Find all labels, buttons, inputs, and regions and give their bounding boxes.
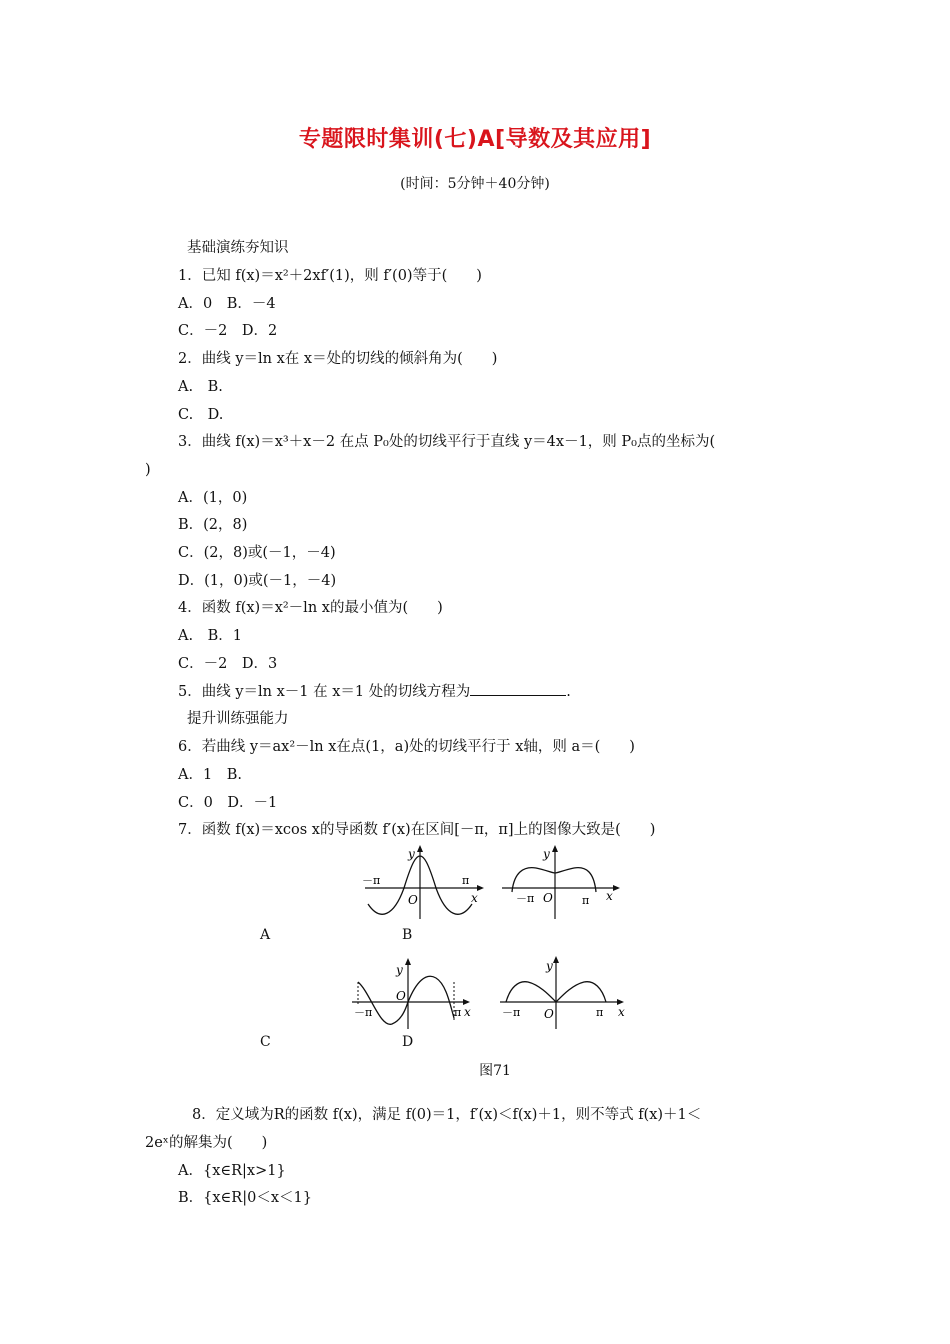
q1-options-cd: C．－2 D．2 <box>178 323 278 339</box>
graph-c <box>350 952 480 1032</box>
q5-end: . <box>566 684 571 700</box>
q5-stem <box>178 681 571 702</box>
figure-caption: 图71 <box>479 1063 511 1079</box>
figure-label-d: D <box>402 1034 414 1050</box>
q8-option-a: A．{x∈R|x>1} <box>178 1163 286 1179</box>
graph-d-pos-pi: π <box>596 1006 604 1019</box>
q2-stem: 2．曲线 y＝ln x在 x＝处的切线的倾斜角为( ) <box>178 351 498 367</box>
graph-c-x-label: x <box>464 1005 471 1019</box>
graph-c-y-label: y <box>396 963 403 977</box>
q6-options-ab: A．1 B. <box>178 767 242 783</box>
graph-b-origin: O <box>543 891 553 905</box>
time-note: (时间：5分钟＋40分钟) <box>400 176 550 192</box>
graph-c-pos-pi: π <box>454 1006 462 1019</box>
graph-d-y-label: y <box>546 959 553 973</box>
q3-option-d: D．(1，0)或(－1，－4) <box>178 573 337 589</box>
q3-stem: 3．曲线 f(x)＝x³＋x－2 在点 P₀处的切线平行于直线 y＝4x－1，则 P₀点的坐标为( <box>178 434 716 450</box>
graph-a-pos-pi: π <box>462 874 470 887</box>
q3-stem-continued: ) <box>145 462 151 478</box>
section-basic: 基础演练夯知识 <box>187 240 289 256</box>
graph-c-neg-pi: －π <box>354 1006 373 1019</box>
q7-stem: 7．函数 f(x)＝xcos x的导函数 f′(x)在区间[－π，π]上的图像大致是( ) <box>178 822 656 838</box>
q5-text: 5．曲线 y＝ln x－1 在 x＝1 处的切线方程为 <box>178 684 471 700</box>
q6-options-cd: C．0 D．－1 <box>178 795 278 811</box>
graph-a-neg-pi: －π <box>362 874 381 887</box>
graph-c-origin: O <box>396 989 406 1003</box>
figure-label-b: B <box>402 927 413 943</box>
q6-stem: 6．若曲线 y＝ax²－ln x在点(1，a)处的切线平行于 x轴，则 a＝( ) <box>178 739 635 755</box>
graph-b-neg-pi: －π <box>516 892 535 905</box>
graph-d <box>498 952 633 1032</box>
figure-label-a: A <box>260 927 271 943</box>
q3-option-a: A．(1，0) <box>178 490 248 506</box>
q2-options-cd: C. D. <box>178 407 224 423</box>
graph-a-x-label: x <box>471 891 478 905</box>
q4-stem: 4．函数 f(x)＝x²－ln x的最小值为( ) <box>178 600 443 616</box>
graph-a-y-label: y <box>408 847 415 861</box>
section-advanced: 提升训练强能力 <box>187 711 289 727</box>
q1-options-ab: A．0 B．－4 <box>178 296 276 312</box>
q8-option-b: B．{x∈R|0＜x＜1} <box>178 1190 312 1206</box>
graph-a-origin: O <box>408 893 418 907</box>
graph-b-pos-pi: π <box>582 894 590 907</box>
q1-stem: 1．已知 f(x)＝x²＋2xf′(1)，则 f′(0)等于( ) <box>178 268 482 284</box>
q4-options-cd: C．－2 D．3 <box>178 656 278 672</box>
graph-d-neg-pi: －π <box>502 1006 521 1019</box>
graph-d-origin: O <box>544 1007 554 1021</box>
q8-stem: 8．定义域为R的函数 f(x)，满足 f(0)＝1，f′(x)＜f(x)＋1，则不等式 f(x)＋1＜ <box>192 1107 702 1123</box>
q8-stem-continued: 2eˣ的解集为( ) <box>145 1135 268 1151</box>
graph-a <box>360 842 490 922</box>
q3-option-b: B．(2，8) <box>178 517 248 533</box>
graph-b <box>500 842 630 922</box>
figure-label-c: C <box>260 1034 271 1050</box>
graph-d-x-label: x <box>618 1005 625 1019</box>
graph-b-x-label: x <box>606 889 613 903</box>
page-title: 专题限时集训(七)A[导数及其应用] <box>298 127 652 152</box>
q3-option-c: C．(2，8)或(－1，－4) <box>178 545 336 561</box>
q2-options-ab: A. B. <box>178 379 223 395</box>
graph-b-y-label: y <box>543 847 550 861</box>
graph-c-curve <box>358 976 454 1024</box>
q5-answer-blank <box>470 681 566 696</box>
q4-options-ab: A. B．1 <box>178 628 242 644</box>
